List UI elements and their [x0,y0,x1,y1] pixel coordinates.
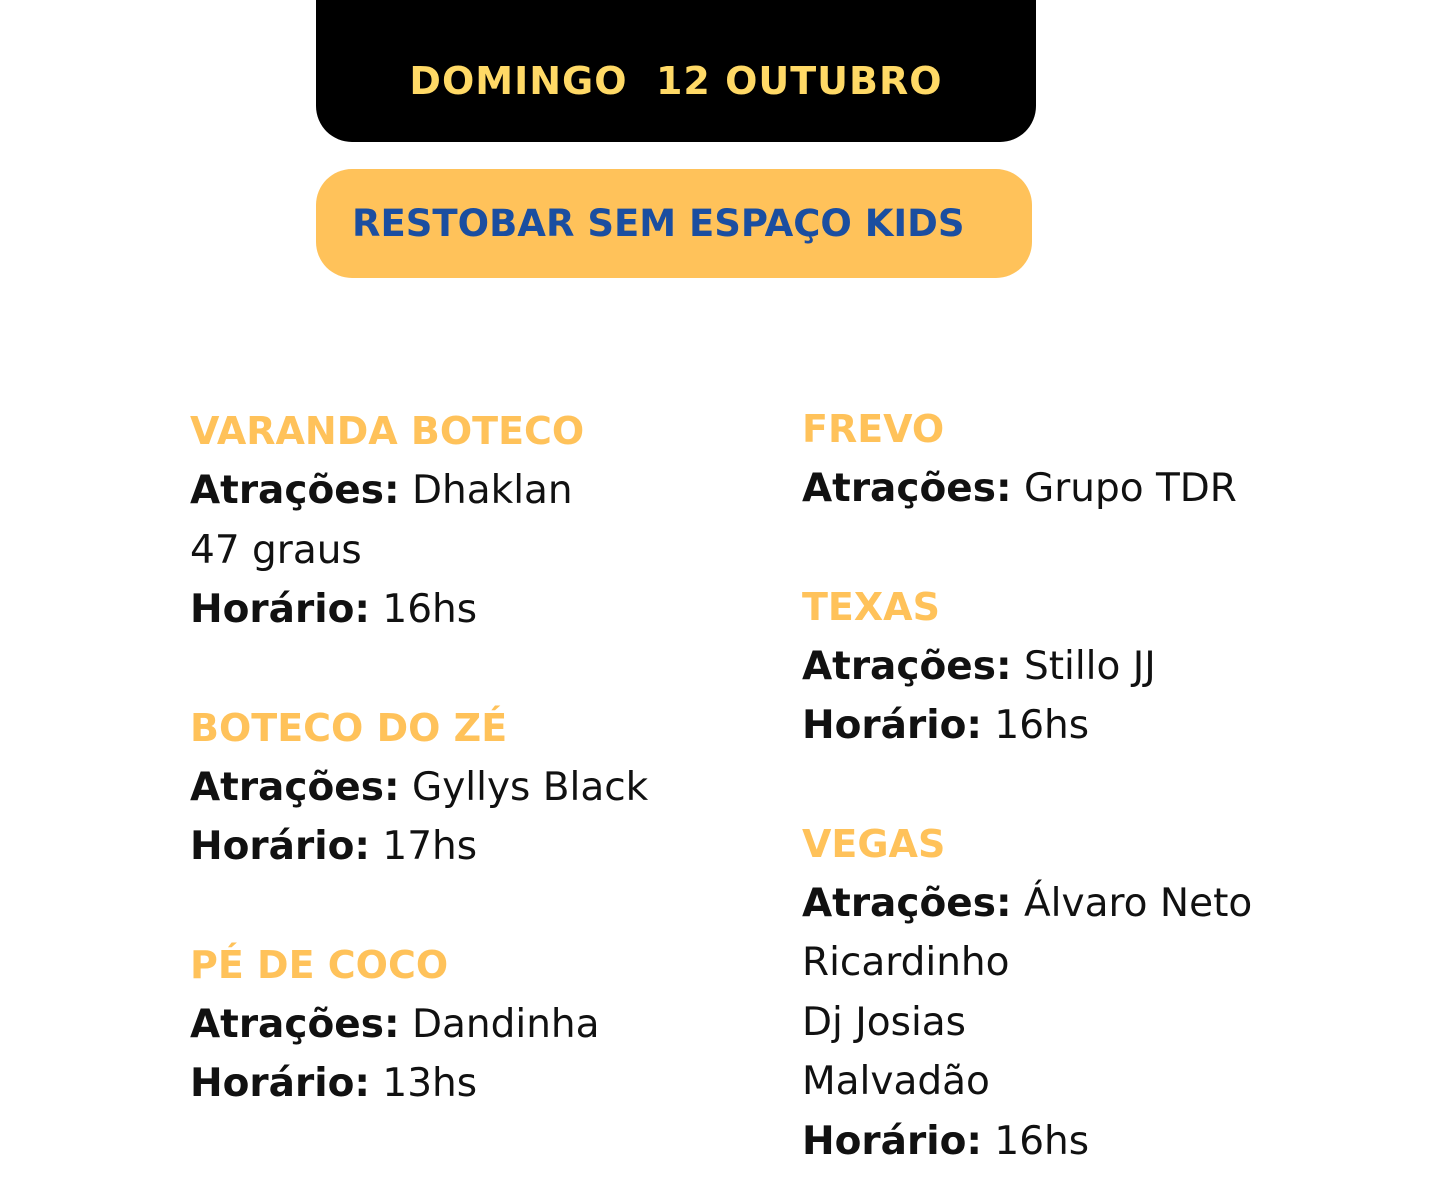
attraction-value: Grupo TDR [1023,466,1237,511]
venue-vegas [802,815,1252,1172]
time-label: Horário: [190,1061,370,1106]
time-value: 16hs [382,587,478,632]
attractions-label: Atrações: [802,643,1012,689]
attraction-value: Stillo JJ [1023,643,1156,689]
venue-boteco-do-ze [190,699,648,877]
time-value: 16hs [994,703,1090,748]
attractions-line [190,758,648,818]
attraction-value: Dhaklan [411,468,573,513]
venue-pe-de-coco [190,936,648,1114]
venue-name: FREVO [802,407,945,451]
venue-texas [802,578,1252,756]
time-line [190,817,648,877]
venue-name: VARANDA BOTECO [190,409,585,453]
attractions-label: Atrações: [802,466,1012,511]
time-label: Horário: [802,703,982,748]
date-banner [316,0,1036,142]
attractions-label: Atrações: [190,468,400,513]
venue-name: TEXAS [802,584,940,629]
time-line [190,1054,648,1114]
venue-name: VEGAS [802,821,946,866]
venue-varanda-boteco [190,402,648,640]
attractions-label: Atrações: [190,764,400,810]
attractions-line [802,637,1252,697]
time-line [802,696,1252,756]
time-line [802,1112,1252,1172]
venue-category-title: RESTOBAR SEM ESPAÇO KIDS [352,202,965,245]
time-value: 17hs [382,824,478,869]
attractions-label: Atrações: [802,880,1012,926]
venue-name: BOTECO DO ZÉ [190,705,508,750]
attraction-value: Dandinha [411,1001,600,1047]
attractions-line [802,874,1252,934]
attractions-line [802,459,1252,519]
attractions-line [190,995,648,1055]
left-venue-column [190,402,648,1114]
venue-category-badge [316,169,1032,278]
time-value: 16hs [994,1118,1090,1164]
time-label: Horário: [190,587,370,632]
attraction-value: Álvaro Neto [1023,880,1253,926]
attractions-label: Atrações: [190,1001,400,1047]
attraction-extra: Malvadão [802,1059,990,1104]
time-line [190,580,648,640]
time-label: Horário: [190,824,370,869]
attraction-extra: Dj Josias [802,999,966,1045]
right-venue-column [802,400,1252,1171]
attraction-extra: 47 graus [190,527,362,573]
attraction-value: Gyllys Black [411,764,649,810]
venue-frevo [802,400,1252,519]
venue-name: PÉ DE COCO [190,942,449,987]
attraction-extra: Ricardinho [802,940,1010,985]
time-label: Horário: [802,1118,982,1164]
attractions-line [190,461,648,521]
event-date: DOMINGO 12 OUTUBRO [409,59,943,103]
time-value: 13hs [382,1061,478,1106]
